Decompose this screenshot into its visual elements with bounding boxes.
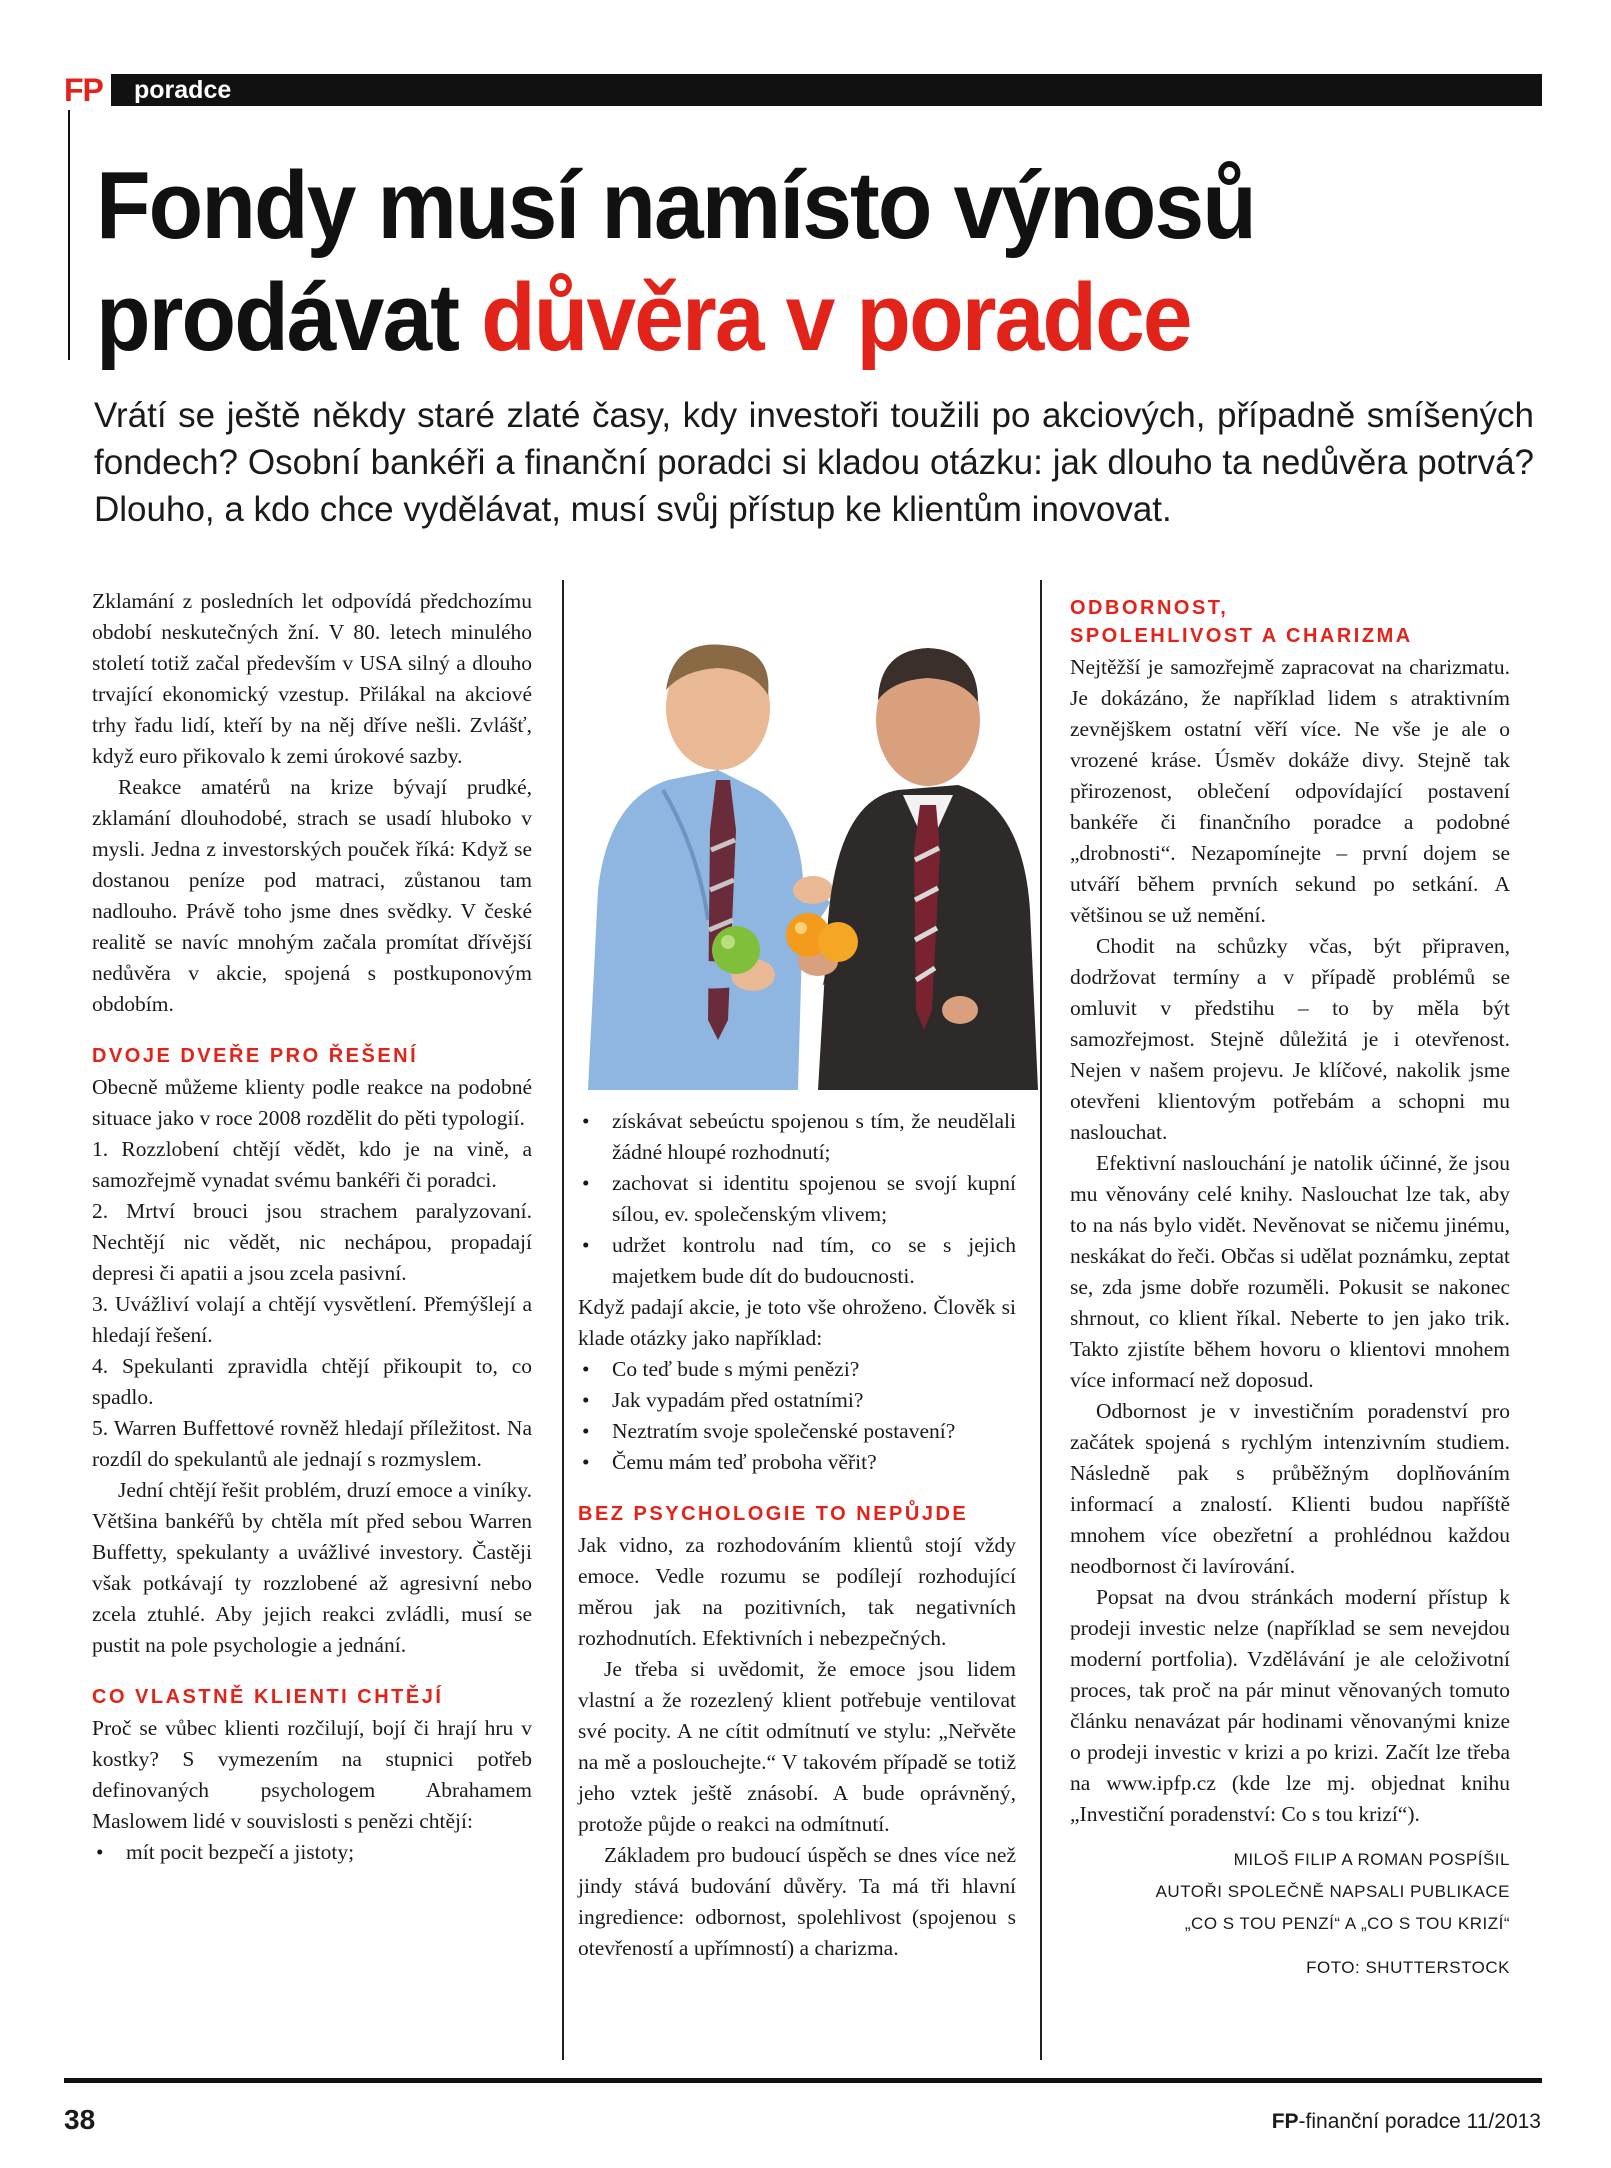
paragraph: Jední chtějí řešit problém, druzí emoce a viníky. Většina bankéřů by chtěla mít před sebou Warren Buffetty, spekulanty a uvážlivé investory. Častěji však potkávají ty rozzlobené až agresivní nebo zcela ztuhlé. Aby jejich reakci zvládli, musí se pustit na pole psychologie a jednání. [92, 1478, 532, 1657]
list-item: 1. Rozzlobení chtějí vědět, kdo je na vině, a samozřejmě vynadat svému bankéři či poradci. [92, 1137, 532, 1192]
paragraph: Efektivní naslouchání je natolik účinné, že jsou mu věnovány celé knihy. Naslouchat lze tak, aby to na nás bylo vidět. Nevěnovat se ničemu jinému, neskákat do řeči. Občas si udělat poznámku, zeptat se, zda jsme dobře rozuměli. Pokusit se nakonec shrnout, co klient říkal. Neberte to jen jako trik. Takto zjistíte během hovoru o klientovi mnohem více informací než doposud. [1070, 1151, 1510, 1392]
column-divider-2 [1040, 580, 1042, 2060]
list-item: • získávat sebeúctu spojenou s tím, že neudělali žádné hloupé rozhodnutí; [578, 1106, 1016, 1168]
magazine-issue [1272, 2110, 1541, 2134]
bullet-list [578, 1106, 1016, 1292]
bottom-rule [64, 2078, 1542, 2083]
subheading: DVOJE DVEŘE PRO ŘEŠENÍ [92, 1045, 419, 1067]
headline-black-part: prodávat [96, 264, 482, 371]
paragraph: Reakce amatérů na krize bývají prudké, zklamání dlouhodobé, strach se usadí hluboko v mysli. Jedna z investorských pouček říká: Když se dostanou peníze pod matraci, zůstanou tam nadlouho. Právě toho jsme dnes svědky. V české realitě se navíc mnohým začala promítat dřívější nedůvěra v akcie, spojená s postkuponovým obdobím. [92, 775, 532, 1016]
subheading-line-2: SPOLEHLIVOST A CHARIZMA [1070, 625, 1413, 647]
left-margin-rule [68, 110, 70, 360]
paragraph: Jak vidno, za rozhodováním klientů stojí vždy emoce. Vedle rozumu se podílejí rozhodující měrou jak na pozitivních, tak negativních rozhodnutích. Efektivních i nebezpečných. [578, 1533, 1016, 1650]
headline-line-1: Fondy musí namísto výnosů [96, 152, 1255, 259]
photo-credit: FOTO: SHUTTERSTOCK [1306, 1958, 1510, 1977]
section-label: poradce [134, 76, 232, 104]
column-2 [578, 1106, 1016, 1964]
paragraph: Když padají akcie, je toto vše ohroženo. Člověk si klade otázky jako například: [578, 1295, 1016, 1350]
article-headline [96, 150, 1417, 374]
author-note: AUTOŘI SPOLEČNĚ NAPSALI PUBLIKACE [1155, 1882, 1510, 1901]
list-item: 4. Spekulanti zpravidla chtějí přikoupit to, co spadlo. [92, 1354, 532, 1409]
column-3 [1070, 586, 1510, 1984]
list-item: • udržet kontrolu nad tím, co se s jejich majetkem bude dít do budoucnosti. [578, 1230, 1016, 1292]
subheading [1070, 594, 1510, 650]
headline-red-part: důvěra v poradce [481, 264, 1191, 371]
paragraph: Obecně můžeme klienty podle reakce na podobné situace jako v roce 2008 rozdělit do pěti typologií. [92, 1075, 532, 1130]
article-lead: Vrátí se ještě někdy staré zlaté časy, kdy investoři toužili po akciových, případně smíšených fondech? Osobní bankéři a finanční poradci si kladou otázku: jak dlouho ta nedůvěra potrvá? Dlouho, a kdo chce vydělávat, musí svůj přístup ke klientům inovovat. [94, 396, 1534, 529]
subheading: CO VLASTNĚ KLIENTI CHTĚJÍ [92, 1686, 444, 1708]
question-list [578, 1354, 1016, 1478]
list-item: • Čemu mám teď proboha věřit? [578, 1447, 1016, 1478]
paragraph: Proč se vůbec klienti rozčilují, bojí či hrají hru v kostky? S vymezením na stupnici potřeb definovaných psychologem Abrahamem Maslowem lidé v souvislosti s penězi chtějí: [92, 1716, 532, 1833]
magazine-brand: FP [1271, 2110, 1299, 2133]
section-header-bar [64, 74, 1542, 106]
paragraph: Odbornost je v investičním poradenství pro začátek spojená s rychlým intenzivním studiem. Následně pak s průběžným doplňováním informací a znalostí. Klienti budou napříště mnohem více obezřetní a prohlédnou každou neodbornost či lavírování. [1070, 1399, 1510, 1578]
list-item: • Co teď bude s mými penězi? [578, 1354, 1016, 1385]
paragraph: Zklamání z posledních let odpovídá předchozímu období neskutečných žní. V 80. letech minulého století totiž začal především v USA silný a dlouho trvající ekonomický vzestup. Přilákal na akciové trhy řadu lidí, kteří by na něj dříve nešli. Zvlášť, když euro přikovalo k zemi úrokové sazby. [92, 589, 532, 768]
paragraph: Nejtěžší je samozřejmě zapracovat na charizmatu. Je dokázáno, že například lidem s atraktivním zevnějškem ostatní věří více. Ne vše je ale o vrozené kráse. Úsměv dokáže divy. Stejně tak přirozenost, oblečení odpovídající postavení bankéře či finančního poradce a podobné „drobnosti“. Nezapomínejte – první dojem se utváří během prvních sekund po setkání. A většinou se už nemění. [1070, 655, 1510, 927]
brand-logo: FP [64, 70, 111, 110]
paragraph: Základem pro budoucí úspěch se dnes více než jindy stává budování důvěry. Ta má tři hlavní ingredience: odbornost, spolehlivost (spojenou s otevřeností a upřímností) a charizma. [578, 1843, 1016, 1960]
column-divider-1 [562, 580, 564, 2060]
photo-two-bankers-with-fruit [568, 590, 1038, 1090]
list-item: • mít pocit bezpečí a jistoty; [92, 1837, 532, 1868]
list-item: 3. Uvážliví volají a chtějí vysvětlení. Přemýšlejí a hledají řešení. [92, 1292, 532, 1347]
list-item: • Jak vypadám před ostatními? [578, 1385, 1016, 1416]
subheading: BEZ PSYCHOLOGIE TO NEPŮJDE [578, 1503, 969, 1525]
column-1 [92, 586, 532, 1868]
author-name: MILOŠ FILIP A ROMAN POSPÍŠIL [1233, 1850, 1510, 1869]
paragraph: Popsat na dvou stránkách moderní přístup k prodeji investic nelze (například se sem nevejdou moderní portfolia). Vzdělávání je ale celoživotní proces, tak proč na pár minut věnovaných tomuto článku nenavázat pár hodinami věnovanými knize o prodeji investic v krizi a po krizi. Začít lze třeba na www.ipfp.cz (kde lze mj. objednat knihu „Investiční poradenství: Co s tou krizí“). [1070, 1585, 1510, 1826]
paragraph: Chodit na schůzky včas, být připraven, dodržovat termíny a v případě problémů se omluvit v předstihu – to by měla být samozřejmost. Stejně důležitá je i otevřenost. Nejen v našem projevu. Je klíčové, nakolik jsme otevřeni klientovým potřebám a schopni mu naslouchat. [1070, 934, 1510, 1144]
headline-line-2 [96, 262, 1417, 374]
list-item: 2. Mrtví brouci jsou strachem paralyzovaní. Nechtějí nic vědět, nic nechápou, propadají depresi či apatii a jsou zcela pasivní. [92, 1199, 532, 1285]
author-books: „CO S TOU PENZÍ“ A „CO S TOU KRIZÍ“ [1184, 1914, 1510, 1933]
magazine-title: -finanční poradce 11/2013 [1298, 2110, 1541, 2133]
page-number: 38 [64, 2104, 96, 2135]
bullet-list [92, 1837, 532, 1868]
list-item: 5. Warren Buffettové rovněž hledají příležitost. Na rozdíl do spekulantů ale jednají s rozmyslem. [92, 1416, 532, 1471]
list-item: • zachovat si identitu spojenou se svojí kupní sílou, ev. společenským vlivem; [578, 1168, 1016, 1230]
paragraph: Je třeba si uvědomit, že emoce jsou lidem vlastní a že rozezlený klient potřebuje ventilovat své pocity. A ne cítit odmítnutí ve stylu: „Neřvěte na mě a poslouchejte.“ V takovém případě se totiž jeho vztek ještě znásobí. A bude oprávněný, protože půjde o reakci na odmítnutí. [578, 1657, 1016, 1836]
subheading-line-1: ODBORNOST, [1070, 597, 1229, 619]
typology-list [92, 1134, 532, 1475]
list-item: • Neztratím svoje společenské postavení? [578, 1416, 1016, 1447]
